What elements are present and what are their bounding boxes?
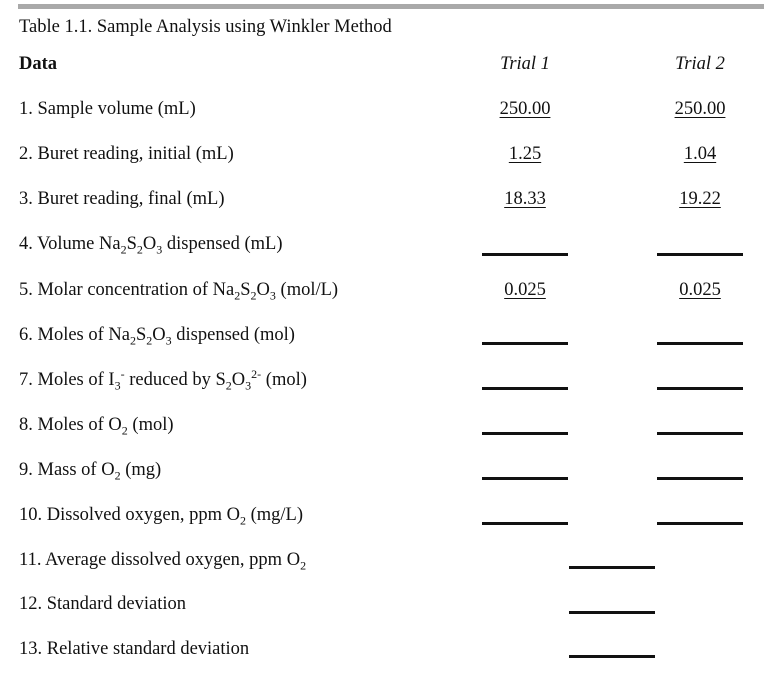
row-3-trial-1-value: 18.33 bbox=[504, 189, 546, 209]
row-3-label: 3. Buret reading, final (mL) bbox=[19, 189, 225, 209]
row-2-trial-1-value: 1.25 bbox=[508, 144, 542, 164]
row-13-label: 13. Relative standard deviation bbox=[19, 639, 250, 659]
row-11-label: 11. Average dissolved oxygen, ppm $O_2$ bbox=[19, 550, 307, 573]
top-rule bbox=[18, 4, 764, 9]
header-trial-2: Trial 2 bbox=[675, 54, 725, 74]
header-trial-1: Trial 1 bbox=[500, 54, 550, 74]
row-5-trial-2-value: 0.025 bbox=[679, 280, 721, 300]
row-5-label: 5. Molar concentration of $Na_2S_2O_3$ (mol/L) bbox=[19, 280, 339, 303]
row-8-trial-2-blank bbox=[657, 432, 743, 435]
row-1-trial-2-value: 250.00 bbox=[674, 99, 726, 119]
row-3-trial-2-value: 19.22 bbox=[679, 189, 721, 209]
row-9-trial-2-blank bbox=[657, 477, 743, 480]
row-5-trial-1-value: 0.025 bbox=[504, 280, 546, 300]
row-1-label: 1. Sample volume (mL) bbox=[19, 99, 196, 119]
row-13-rel-std-dev-blank bbox=[569, 655, 655, 658]
header-data: Data bbox=[19, 54, 58, 74]
row-12-std-dev-blank bbox=[569, 611, 655, 614]
row-9-trial-1-blank bbox=[482, 477, 568, 480]
row-4-label: 4. Volume $Na_2S_2O_3$ dispensed (mL) bbox=[19, 234, 283, 257]
row-2-trial-2-value: 1.04 bbox=[683, 144, 717, 164]
row-10-trial-1-blank bbox=[482, 522, 568, 525]
row-7-trial-2-blank bbox=[657, 387, 743, 390]
row-7-trial-1-blank bbox=[482, 387, 568, 390]
row-6-label: 6. Moles of $Na_2S_2O_3$ dispensed (mol) bbox=[19, 325, 295, 348]
row-4-trial-1-blank bbox=[482, 253, 568, 256]
row-11-average-blank bbox=[569, 566, 655, 569]
row-10-label: 10. Dissolved oxygen, ppm $O_2$ (mg/L) bbox=[19, 505, 303, 528]
row-7-label: 7. Moles of $I_3^-$ reduced by $S_2O_3^{2-}$ (mol) bbox=[19, 366, 307, 393]
table-caption: Table 1.1. Sample Analysis using Winkler Method bbox=[19, 17, 392, 37]
row-9-label: 9. Mass of $O_2$ (mg) bbox=[19, 460, 162, 483]
row-8-trial-1-blank bbox=[482, 432, 568, 435]
row-2-label: 2. Buret reading, initial (mL) bbox=[19, 144, 234, 164]
row-6-trial-2-blank bbox=[657, 342, 743, 345]
row-1-trial-1-value: 250.00 bbox=[499, 99, 551, 119]
row-6-trial-1-blank bbox=[482, 342, 568, 345]
row-4-trial-2-blank bbox=[657, 253, 743, 256]
row-12-label: 12. Standard deviation bbox=[19, 594, 186, 614]
row-10-trial-2-blank bbox=[657, 522, 743, 525]
row-8-label: 8. Moles of $O_2$ (mol) bbox=[19, 415, 174, 438]
